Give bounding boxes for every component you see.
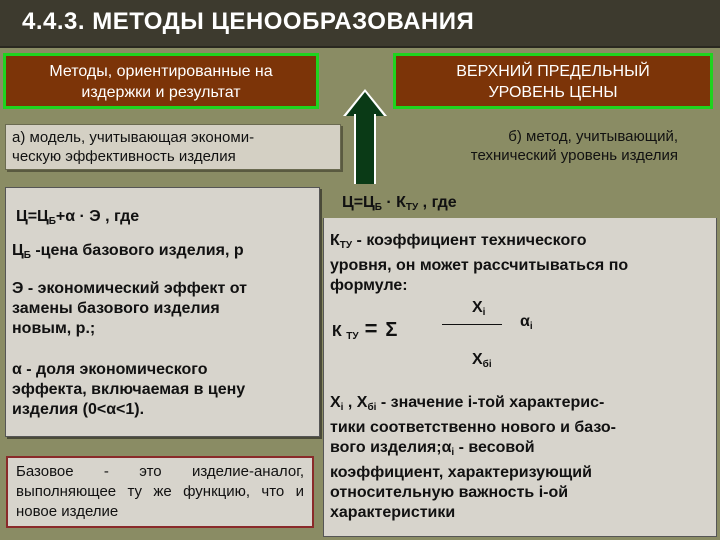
header-line: ВЕРХНИЙ ПРЕДЕЛЬНЫЙ [456,63,650,80]
alpha-weight: $\alpha_i$ [520,313,533,332]
title-bar [0,0,720,48]
def-tech-coefficient: $К_{ТУ}$ - коэффициент технического уровня, он может рассчитываться по формуле: [330,232,629,294]
def-alpha-share: α - доля экономического эффекта, включаемая в цену изделия (0<α<1). [12,361,246,418]
method-a-line: а) модель, учитывающая экономи- [12,129,255,146]
method-b-line: б) метод, учитывающий, [508,128,678,145]
header-line: издержки и результат [81,84,241,101]
characteristics-description: $X_i$ , $X_{бi}$ - значение i-той характерис- тики соответственно нового и базо- вого $изделия;\alpha_i$ - весовой коэффициент, характеризующий относительную важность i-ой характеристики [330,394,617,521]
method-b-line: технический уровень изделия [470,147,678,164]
k-tu-equation: К $_{ТУ}$ = Σ [332,316,398,342]
method-a-box [5,124,341,170]
up-arrow-head [346,92,384,116]
left-formula: $Ц=Ц_Б+\alpha \cdot Э$ , где [16,208,140,227]
fraction-line [442,324,502,325]
slide-title: 4.4.3. МЕТОДЫ ЦЕНООБРАЗОВАНИЯ [22,8,475,35]
header-line: УРОВЕНЬ ЦЕНЫ [488,84,618,101]
fraction-denominator: $X_{бi}$ [472,351,492,370]
def-base-price: $Ц_Б$ -цена базового изделия, р [12,242,244,261]
upper-price-limit-header [393,53,713,109]
cost-result-methods-header [3,53,319,109]
def-economic-effect: Э - экономический эффект от замены базового изделия новым, р.; [12,280,247,337]
method-a-line: ческую эффективность изделия [12,148,236,165]
up-arrow-shaft [354,114,376,188]
right-formula: $Ц=Ц_Б \cdot К_{ТУ}$ , где [342,194,457,213]
header-line: Методы, ориентированные на [49,63,273,80]
fraction-numerator: $X_i$ [472,299,486,318]
method-b-box [378,124,684,170]
base-product-note: Базовое - это изделие-аналог, выполняющее ту же функцию, что и новое изделие [6,456,314,528]
